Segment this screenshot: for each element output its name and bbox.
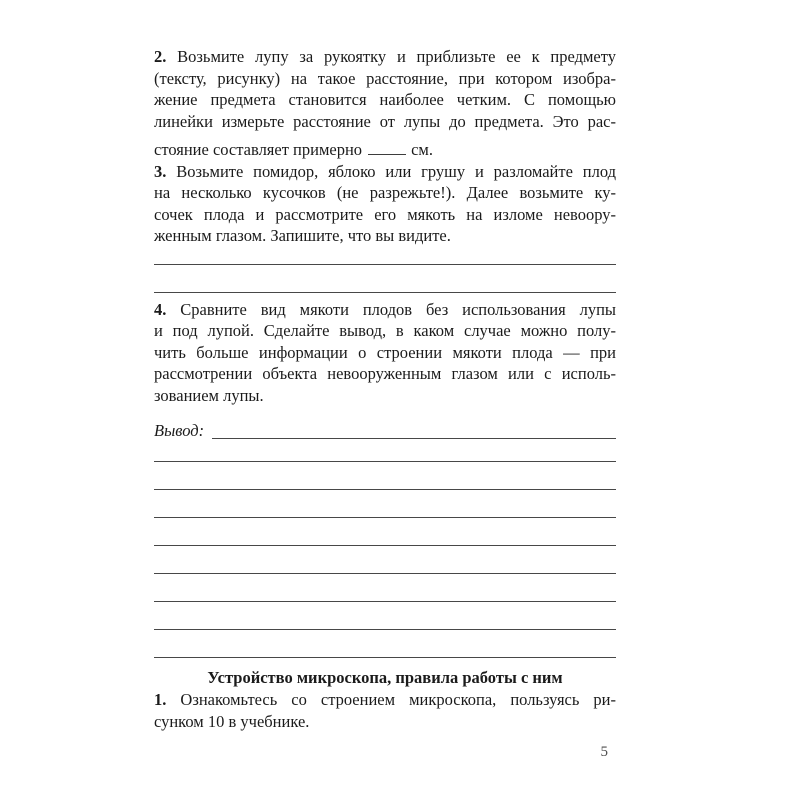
line-text: Ознакомьтесь со строением микроскопа, пользуясь ри- <box>180 690 617 709</box>
line-text: стояние составляет примерно <box>154 140 363 159</box>
text-line: на несколько кусочков (не разрежьте!). Далее возьмите ку- <box>154 183 616 202</box>
step-1-paragraph <box>154 689 616 732</box>
text-line: женным глазом. Запишите, что вы видите. <box>154 226 451 245</box>
section-heading: Устройство микроскопа, правила работы с ним <box>207 668 563 687</box>
text-line: сунком 10 в учебнике. <box>154 711 310 731</box>
line-text: Возьмите помидор, яблоко или грушу и разломайте плод <box>176 161 616 181</box>
text-line <box>154 299 616 321</box>
page-number: 5 <box>600 744 608 760</box>
writing-line <box>154 462 616 490</box>
line-text: см. <box>411 140 433 159</box>
step-number: 3. <box>154 161 167 181</box>
writing-line <box>154 574 616 602</box>
step-4-paragraph <box>154 299 616 407</box>
content-column <box>154 46 616 761</box>
text-line: зованием лупы. <box>154 385 264 405</box>
conclusion-blank-line <box>212 438 616 439</box>
fill-in-blank <box>368 154 406 155</box>
step-3-paragraph <box>154 161 616 247</box>
conclusion-row <box>154 418 616 441</box>
writing-line <box>154 247 616 265</box>
conclusion-label: Вывод: <box>154 420 205 440</box>
writing-line <box>154 490 616 518</box>
text-line: (тексту, рисунку) на такое расстояние, при котором изобра- <box>154 68 616 88</box>
writing-lines-group <box>154 441 616 658</box>
text-line: чить больше информации о строении мякоти плода — при <box>154 342 616 362</box>
text-line: линейки измерьте расстояние от лупы до предмета. Это рас- <box>154 111 616 131</box>
text-line <box>154 161 616 183</box>
text-line <box>154 689 616 711</box>
text-line <box>154 46 616 68</box>
text-line: и под лупой. Сделайте вывод, в каком случае можно полу- <box>154 321 616 340</box>
writing-line <box>154 518 616 546</box>
step-number: 2. <box>154 47 167 66</box>
writing-line <box>154 546 616 574</box>
writing-line <box>154 630 616 658</box>
step-number: 1. <box>154 690 167 709</box>
line-text: Возьмите лупу за рукоятку и приблизьте ее к предмету <box>177 47 616 66</box>
writing-line <box>154 441 616 462</box>
fill-in-line <box>154 139 616 161</box>
step-2-paragraph <box>154 46 616 161</box>
line-text: Сравните вид мякоти плодов без использования лупы <box>180 299 617 319</box>
writing-line <box>154 602 616 630</box>
step-number: 4. <box>154 299 167 319</box>
writing-line <box>154 265 616 293</box>
text-line: рассмотрении объекта невооруженным глазом или с исполь- <box>154 364 616 383</box>
writing-lines-group <box>154 247 616 293</box>
text-line: жение предмета становится наиболее четким. С помощью <box>154 90 616 109</box>
text-line: сочек плода и рассмотрите его мякоть на изломе невоору- <box>154 204 616 224</box>
